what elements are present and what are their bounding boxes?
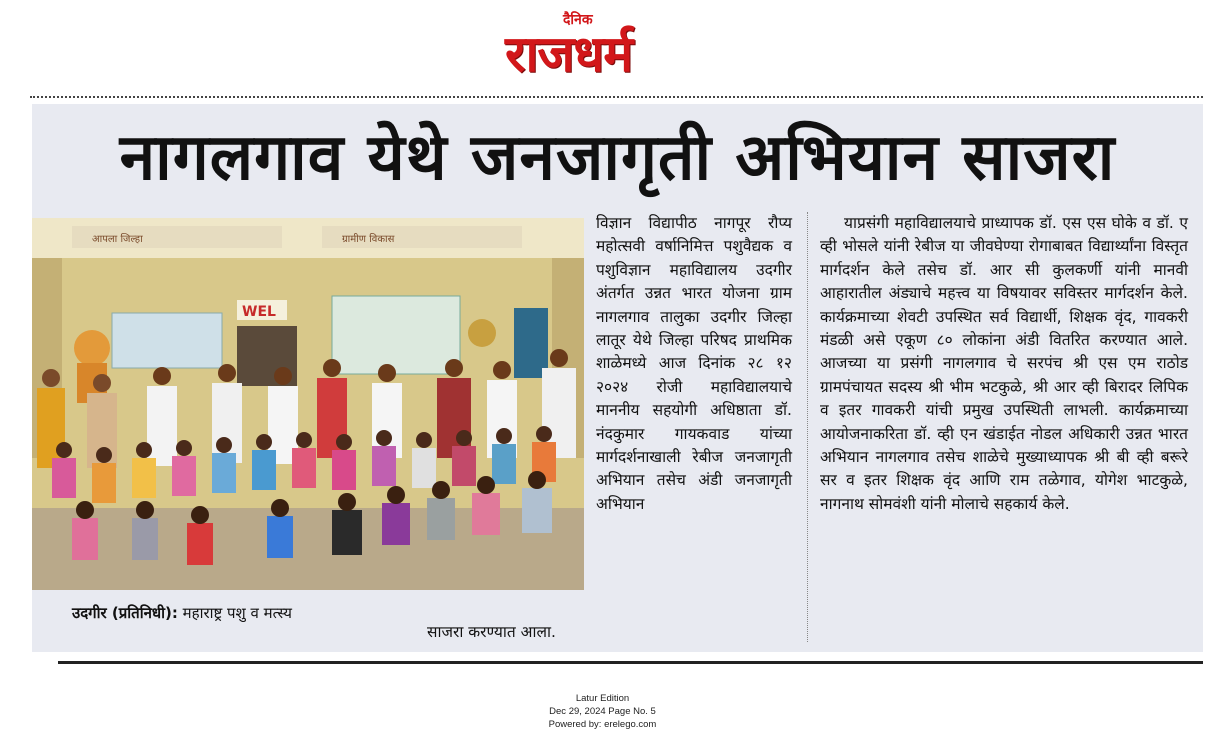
article-clipping [32,104,1203,652]
article-column-2: याप्रसंगी महाविद्यालयाचे प्राध्यापक डॉ. एस एस घोके व डॉ. ए व्ही भोसले यांनी रेबीज या जीवघेण्या रोगाबाबत विद्यार्थ्यांना विस्तृत मार्गदर्शन केले तसेच डॉ. आर सी कुलकर्णी यांनी मानवी आहारातील अंड्याचे महत्त्व या विषयावर सविस्तर मार्गदर्शन केले. कार्यक्रमाच्या शेवटी उपस्थित सर्व विद्यार्थी, शिक्षक वृंद, गावकरी मंडळी असे एकूण ८० लोकांना अंडी वितरित करण्यात आले. आजच्या या प्रसंगी नागलगाव चे सरपंच श्री एस एम राठोड ग्रामपंचायत सदस्य श्री भीम भटकुळे, श्री आर व्ही बिरादर लिपिक व इतर गावकरी यांची प्रमुख उपस्थिती लाभली. कार्यक्रमाच्या आयोजनाकरिता डॉ. व्ही एन खंडाईत नोडल अधिकारी उन्नत भारत अभियान नागलगाव तसेच शाळेचे मुख्याध्यापक श्री बी व्ही बरूरे सर व इतर शिक्षक वृंद आणि राम तळेगाव, योगेश भाटकुळे, नागनाथ सोमवंशी यांनी मोलाचे सहकार्य केले. [820,214,1188,513]
byline-text: महाराष्ट्र पशु व मत्स्य [177,604,292,622]
page-footer [0,692,1205,731]
newspaper-logo[interactable] [505,10,705,88]
column-divider [807,212,808,642]
photo-illustration [32,218,584,590]
footer-powered-by[interactable]: Powered by: erelego.com [548,719,657,730]
footer-edition: Latur Edition [575,693,630,704]
photo-wall-text: WEL [242,304,276,320]
article-column-1: विज्ञान विद्यापीठ नागपूर रौप्य महोत्सवी वर्षानिमित्त पशुवैद्यक व पशुविज्ञान महाविद्यालय उदगीर अंतर्गत उन्नत भारत योजना ग्राम नागलगाव तालुका उदगीर जिल्हा लातूर येथे जिल्हा परिषद प्राथमिक शाळेमध्ये आज दिनांक २८ १२ २०२४ रोजी महाविद्यालयाचे माननीय सहयोगी अधिष्ठाता डॉ. नंदकुमार गायकवाड यांच्या मार्गदर्शनाखाली रेबीज जनजागृती अभियान तसेच अंडी जनजागृती अभियान [596,214,792,513]
logo-brand-text: राजधर्म [505,25,633,83]
top-divider [30,96,1203,98]
article-byline [72,602,292,624]
photo-banner-left: आपला जिल्हा [92,234,143,245]
logo-small-text: दैनिक [563,12,593,28]
masthead [0,0,1205,92]
article-photo[interactable] [32,218,584,590]
byline-place: उदगीर (प्रतिनिधी): [72,604,178,622]
article-column-1-last-line: साजरा करण्यात आला. [427,623,556,641]
bottom-divider [58,661,1203,664]
footer-date-page: Dec 29, 2024 Page No. 5 [549,706,656,717]
photo-banner-right: ग्रामीण विकास [342,234,395,245]
article-headline: नागलगाव येथे जनजागृती अभियान साजरा [119,121,1116,195]
